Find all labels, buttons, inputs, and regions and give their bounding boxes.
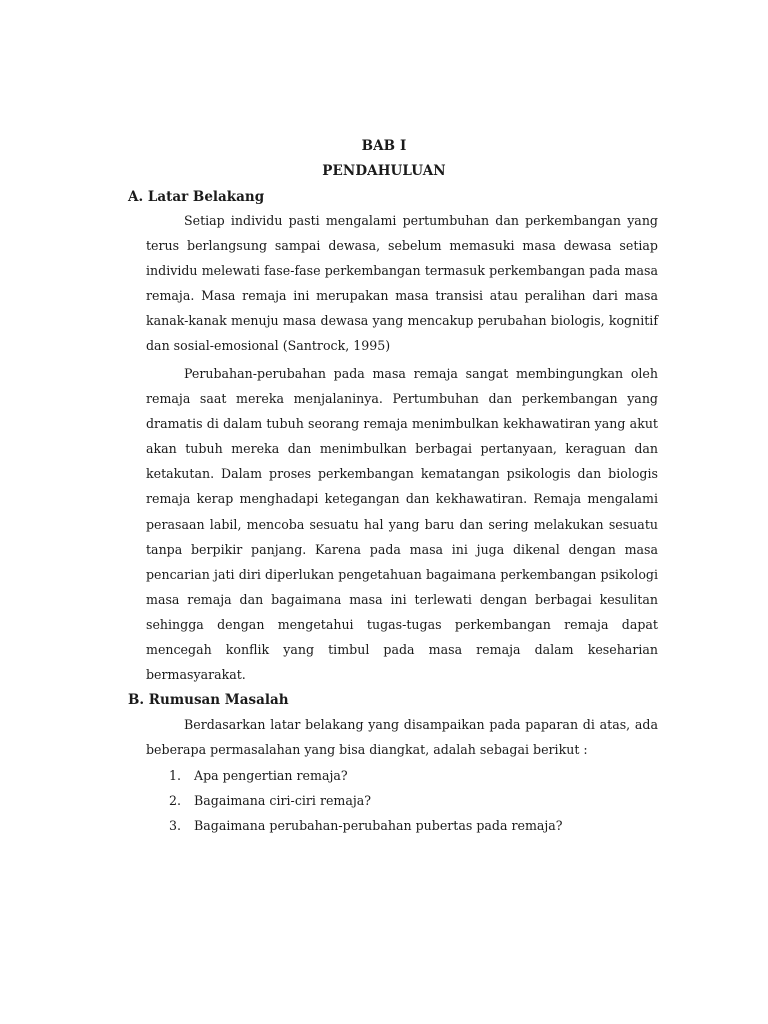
list-item bbox=[146, 813, 658, 838]
problem-list bbox=[146, 763, 658, 839]
list-item bbox=[146, 763, 658, 788]
list-item-text: Apa pengertian remaja? bbox=[194, 768, 348, 783]
rumusan-intro-paragraph: Berdasarkan latar belakang yang disampaikan pada paparan di atas, ada beberapa permasalahan yang bisa diangkat, adalah sebagai berikut : bbox=[146, 717, 658, 758]
list-item-number: 2. bbox=[169, 793, 182, 809]
list-item bbox=[146, 788, 658, 813]
body-paragraph: Perubahan-perubahan pada masa remaja sangat membingungkan oleh remaja saat mereka menjalaninya. Pertumbuhan dan perkembangan yang dramatis di dalam tubuh seorang remaja menimbulkan kekhawatiran yang akut akan tubuh mereka dan menimbulkan berbagai pertanyaan, keraguan dan ketakutan. Dalam proses perkembangan kematangan psikologis dan biologis remaja kerap menghadapi ketegangan dan kekhawatiran. Remaja mengalami perasaan labil, mencoba sesuatu hal yang baru dan sering melakukan sesuatu tanpa berpikir panjang. Karena pada masa ini juga dikenal dengan masa pencarian jati diri diperlukan pengetahuan bagaimana perkembangan psikologi masa remaja dan bagaimana masa ini terlewati dengan berbagai kesulitan sehingga dengan mengetahui tugas-tugas perkembangan remaja dapat mencegah konflik yang timbul pada masa remaja dalam keseharian bermasyarakat. bbox=[146, 366, 658, 683]
list-item-number: 3. bbox=[169, 818, 182, 834]
list-item-text: Bagaimana perubahan-perubahan pubertas pada remaja? bbox=[194, 818, 563, 834]
chapter-title: PENDAHULUAN bbox=[322, 163, 446, 179]
section-heading-latar-belakang: A. Latar Belakang bbox=[128, 189, 265, 205]
section-heading-rumusan-masalah: B. Rumusan Masalah bbox=[128, 692, 289, 708]
list-item-number: 1. bbox=[169, 768, 182, 783]
chapter-number: BAB I bbox=[361, 138, 407, 154]
body-paragraph: Setiap individu pasti mengalami pertumbuhan dan perkembangan yang terus berlangsung sampai dewasa, sebelum memasuki masa dewasa setiap individu melewati fase-fase perkembangan termasuk perkembangan pada masa remaja. Masa remaja ini merupakan masa transisi atau peralihan dari masa kanak-kanak menuju masa dewasa yang mencakup perubahan biologis, kognitif dan sosial-emosional (Santrock, 1995) bbox=[146, 213, 658, 354]
list-item-text: Bagaimana ciri-ciri remaja? bbox=[194, 793, 372, 809]
